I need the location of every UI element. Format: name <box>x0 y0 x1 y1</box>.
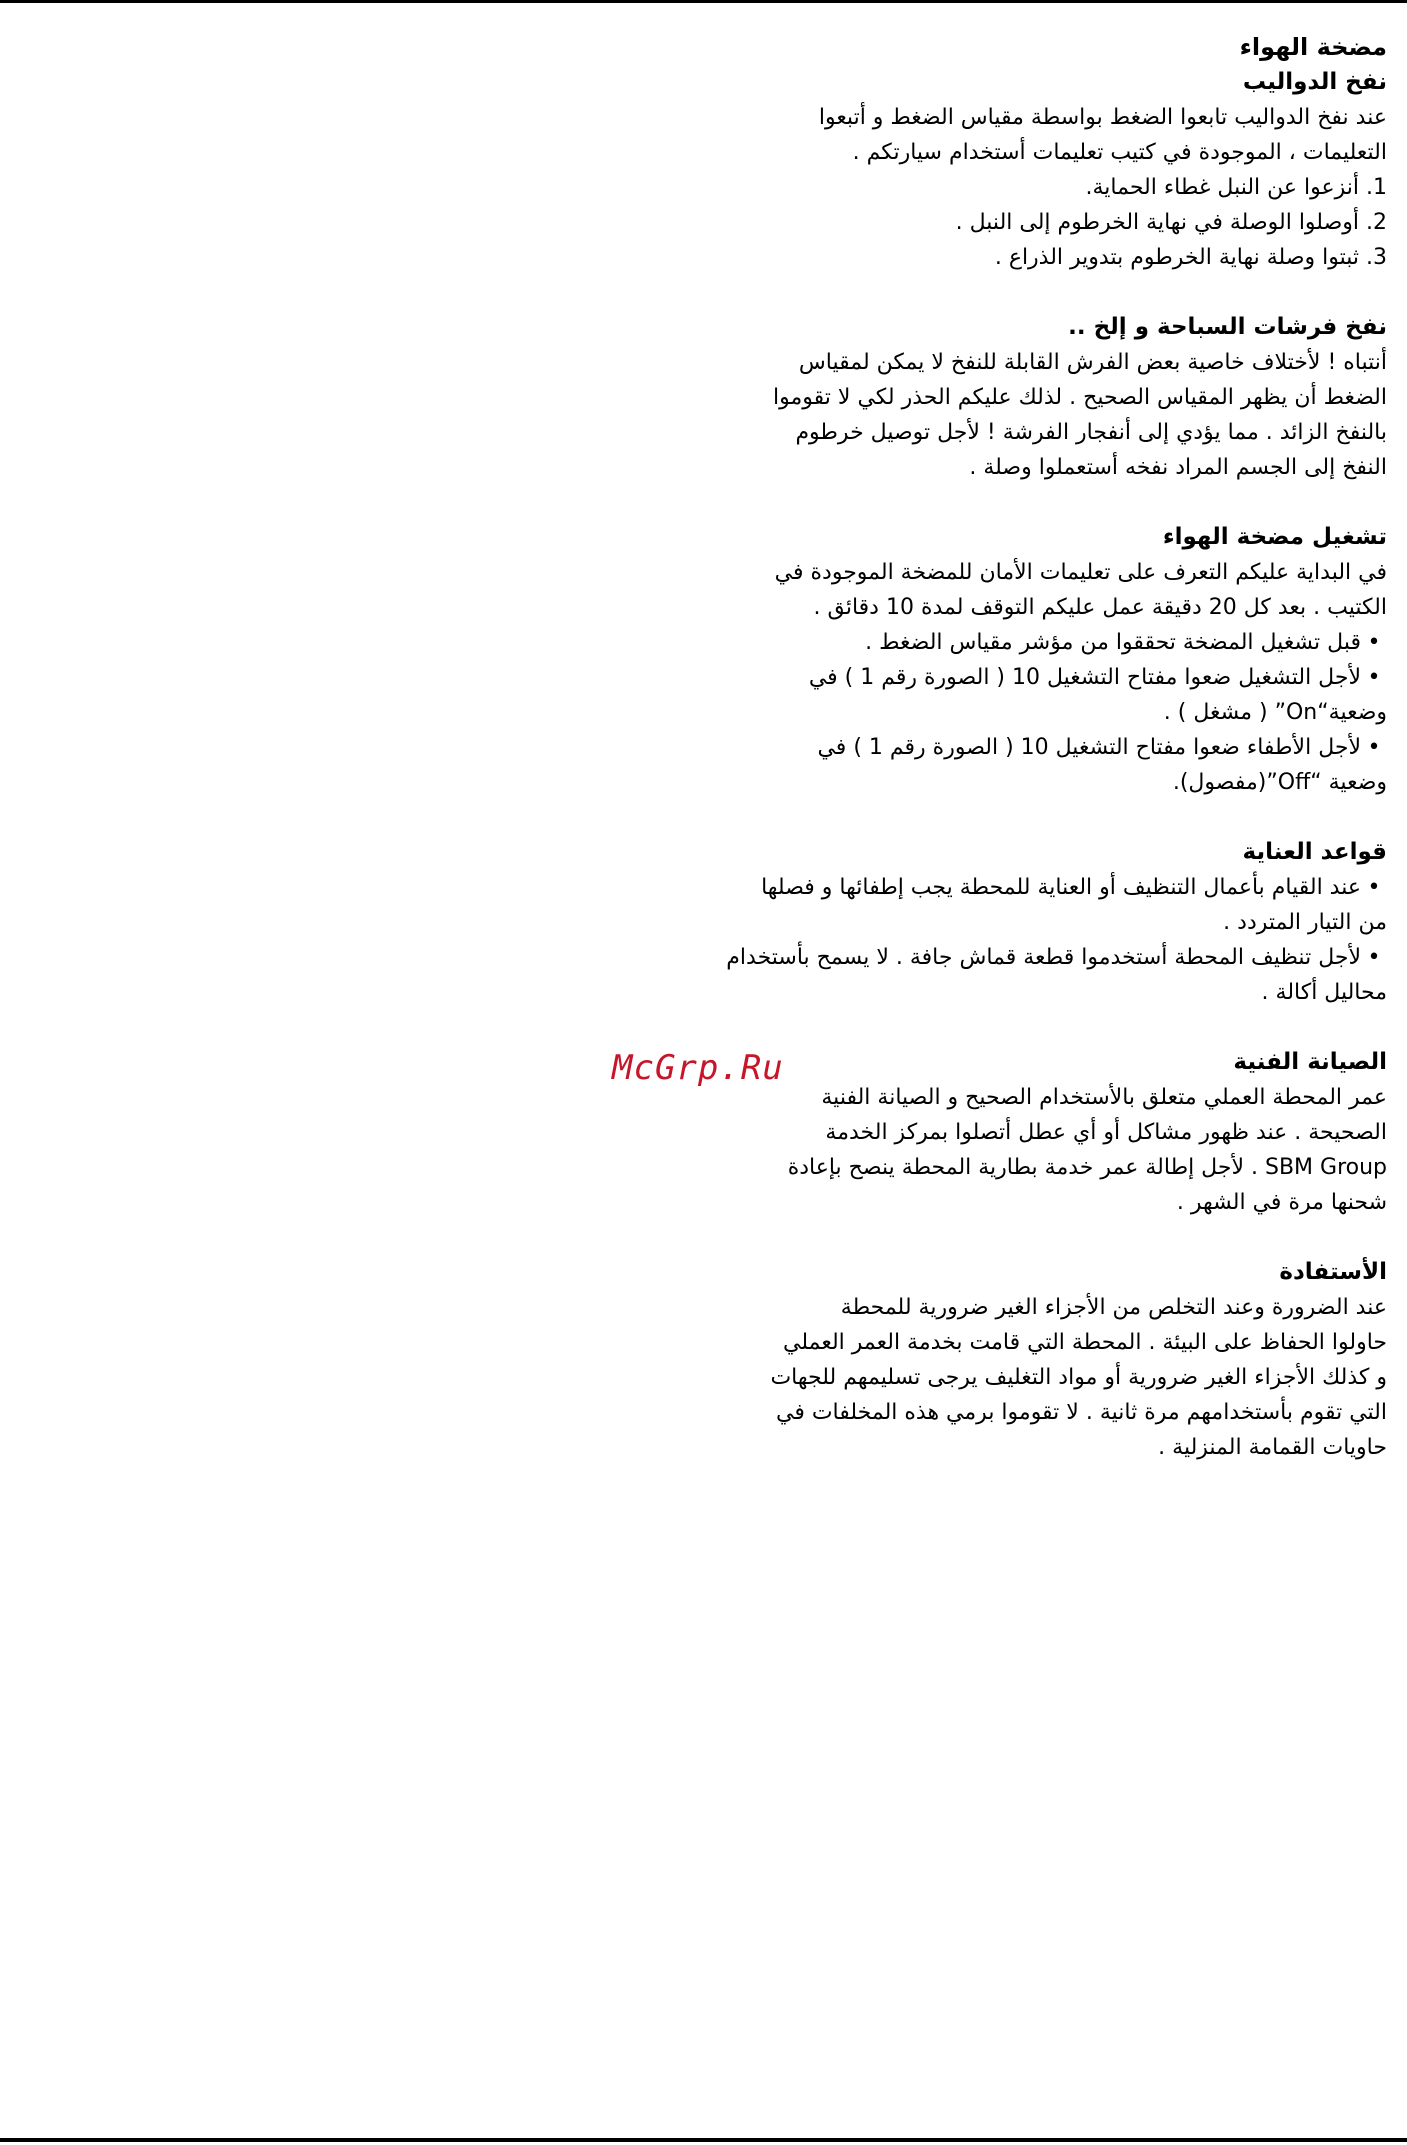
text-line: الكتيب . بعد كل 20 دقيقة عمل عليكم التوقف لمدة 10 دقائق . <box>813 595 1387 620</box>
bullet-icon: • <box>1367 875 1381 900</box>
text-line: و كذلك الأجزاء الغير ضرورية أو مواد التغليف يرجى تسليمهم للجهات <box>770 1365 1387 1390</box>
bullet-text: وضعية“On” ( مشغل ) . <box>1163 700 1387 725</box>
bullet-line <box>745 975 1387 1010</box>
top-rule <box>0 0 1407 3</box>
text-line: عند نفخ الدواليب تابعوا الضغط بواسطة مقياس الضغط و أتبعوا <box>818 105 1387 130</box>
text-line: SBM Group . لأجل إطالة عمر خدمة بطارية المحطة ينصح بإعادة <box>787 1155 1387 1180</box>
section-heading: الصيانة الفنية <box>1233 1049 1387 1075</box>
text-line: 1. أنزعوا عن النبل غطاء الحماية. <box>1085 175 1387 200</box>
bottom-rule <box>0 2138 1407 2142</box>
bullet-line <box>745 765 1387 800</box>
section-heading: قواعد العناية <box>1242 839 1387 865</box>
text-line: في البداية عليكم التعرف على تعليمات الأمان للمضخة الموجودة في <box>774 560 1387 585</box>
text-line: بالنفخ الزائد . مما يؤدي إلى أنفجار الفرشة ! لأجل توصيل خرطوم <box>795 420 1387 445</box>
text-line: التعليمات ، الموجودة في كتيب تعليمات أستخدام سيارتكم . <box>852 140 1387 165</box>
text-line: 3. ثبتوا وصلة نهاية الخرطوم بتدوير الذراع . <box>994 245 1387 270</box>
text-line: أنتباه ! لأختلاف خاصية بعض الفرش القابلة للنفخ لا يمكن لمقياس <box>798 350 1387 375</box>
section <box>745 520 1387 800</box>
document-column <box>726 30 1387 1500</box>
bullet-text: محاليل أكالة . <box>1261 980 1387 1005</box>
text-line: حاولوا الحفاظ على البيئة . المحطة التي قامت بخدمة العمر العملي <box>783 1330 1387 1355</box>
bullet-line <box>745 695 1387 730</box>
text-line: شحنها مرة في الشهر . <box>1176 1190 1387 1215</box>
section <box>745 310 1387 485</box>
watermark: McGrp.Ru <box>612 1048 784 1088</box>
text-line: حاويات القمامة المنزلية . <box>1158 1435 1387 1460</box>
text-line: الضغط أن يظهر المقياس الصحيح . لذلك عليكم الحذر لكي لا تقوموا <box>773 385 1387 410</box>
bullet-line <box>745 870 1387 905</box>
bullet-icon: • <box>1367 630 1381 655</box>
bullet-text: من التيار المتردد . <box>1223 910 1387 935</box>
section-heading: تشغيل مضخة الهواء <box>1162 524 1387 550</box>
section-heading: نفخ فرشات السباحة و إلخ .. <box>1068 314 1387 340</box>
bullet-text: وضعية “Off”(مفصول). <box>1172 770 1387 795</box>
bullet-line <box>745 625 1387 660</box>
bullet-line <box>745 905 1387 940</box>
section <box>745 30 1387 275</box>
bullet-icon: • <box>1367 945 1381 970</box>
bullet-line <box>726 940 1387 975</box>
text-line: 2. أوصلوا الوصلة في نهاية الخرطوم إلى النبل . <box>955 210 1387 235</box>
bullet-icon: • <box>1367 665 1381 690</box>
bullet-line <box>745 660 1387 695</box>
bullet-text: قبل تشغيل المضخة تحققوا من مؤشر مقياس الضغط . <box>865 630 1361 655</box>
bullet-icon: • <box>1367 735 1381 760</box>
page-title: مضخة الهواء <box>1239 33 1387 61</box>
text-line: الصحيحة . عند ظهور مشاكل أو أي عطل أتصلوا بمركز الخدمة <box>825 1120 1387 1145</box>
text-line: التي تقوم بأستخدامهم مرة ثانية . لا تقوموا برمي هذه المخلفات في <box>775 1400 1387 1425</box>
text-line: النفخ إلى الجسم المراد نفخه أستعملوا وصلة . <box>969 455 1387 480</box>
bullet-line <box>745 730 1387 765</box>
bullet-text: لأجل التشغيل ضعوا مفتاح التشغيل 10 ( الصورة رقم 1 ) في <box>808 665 1361 690</box>
text-line: عمر المحطة العملي متعلق بالأستخدام الصحيح و الصيانة الفنية <box>821 1085 1387 1110</box>
bullet-text: لأجل الأطفاء ضعوا مفتاح التشغيل 10 ( الصورة رقم 1 ) في <box>817 735 1361 760</box>
section-heading: نفخ الدواليب <box>1242 69 1387 95</box>
section-heading: الأستفادة <box>1279 1259 1387 1285</box>
text-line: عند الضرورة وعند التخلص من الأجزاء الغير ضرورية للمحطة <box>840 1295 1387 1320</box>
bullet-text: عند القيام بأعمال التنظيف أو العناية للمحطة يجب إطفائها و فصلها <box>761 875 1361 900</box>
section <box>745 1045 1387 1220</box>
bullet-text: لأجل تنظيف المحطة أستخدموا قطعة قماش جافة . لا يسمح بأستخدام <box>726 945 1361 970</box>
section <box>726 835 1387 1010</box>
section <box>745 1255 1387 1465</box>
